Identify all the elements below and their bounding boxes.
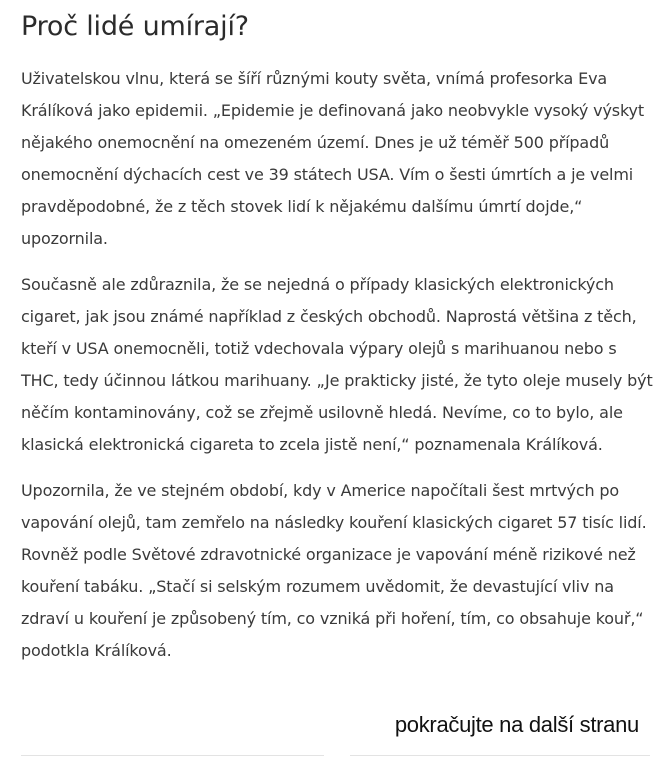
article	[21, 0, 655, 667]
next-page-link[interactable]: pokračujte na další stranu	[394, 712, 639, 737]
article-paragraph: Upozornila, že ve stejném období, kdy v Americe napočítali šest mrtvých po vapování olejů, tam zemřelo na následky kouření klasických cigaret 57 tisíc lidí. Rovněž podle Světové zdravotnické organizace je vapování méně rizikové než kouření tabáku. „Stačí si selským rozumem uvědomit, že devastující vliv na zdraví u kouření je způsobený tím, co vzniká při hoření, tím, co obsahuje kouř,“ podotkla Králíková.	[21, 481, 647, 660]
article-paragraph: Uživatelskou vlnu, která se šíří různými kouty světa, vnímá profesorka Eva Králíková jako epidemii. „Epidemie je definovaná jako neobvykle vysoký výskyt nějakého onemocnění na omezeném území. Dnes je už téměř 500 případů onemocnění dýchacích cest ve 39 státech USA. Vím o šesti úmrtích a je velmi pravděpodobné, že z těch stovek lidí k nějakému dalšímu úmrtí dojde,“ upozornila.	[21, 69, 644, 248]
divider	[350, 755, 650, 756]
article-paragraph: Současně ale zdůraznila, že se nejedná o případy klasických elektronických cigaret, jak jsou známé například z českých obchodů. Naprostá většina z těch, kteří v USA onemocněli, totiž vdechovala výpary olejů s marihuanou nebo s THC, tedy účinnou látkou marihuany. „Je prakticky jisté, že tyto oleje musely být něčím kontaminovány, což se zřejmě usilovně hledá. Nevíme, co to bylo, ale klasická elektronická cigareta to zcela jistě není,“ poznamenala Králíková.	[21, 275, 653, 454]
divider	[21, 755, 324, 756]
section-heading: Proč lidé umírají?	[21, 11, 249, 42]
